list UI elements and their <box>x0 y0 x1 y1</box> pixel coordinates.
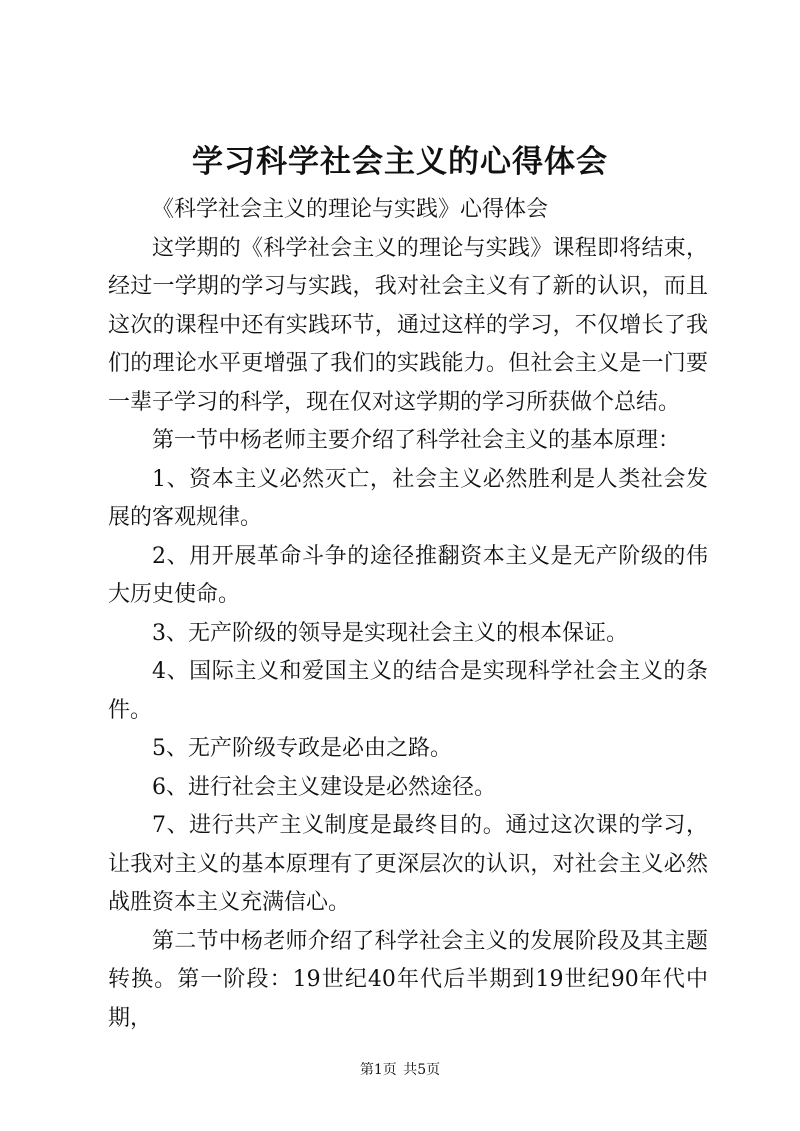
list-item-6: 6、进行社会主义建设是必然途径。 <box>152 774 496 800</box>
list-item-7: 7、进行共产主义制度是最终目的。通过这次课的学习，让我对主义的基本原理有了更深层次的认识，对社会主义必然战胜资本主义充满信心。 <box>108 813 708 915</box>
paragraph-section-two: 第二节中杨老师介绍了科学社会主义的发展阶段及其主题转换。第一阶段：19世纪40年代后半期到19世纪90年代中期， <box>108 928 708 1031</box>
document-title: 学习科学社会主义的心得体会 <box>192 144 608 180</box>
list-item-1: 1、资本主义必然灭亡，社会主义必然胜利是人类社会发展的客观规律。 <box>108 466 708 530</box>
list-item-5: 5、无产阶级专政是必由之路。 <box>152 736 452 761</box>
paragraph-section-one: 第一节中杨老师主要介绍了科学社会主义的基本原理： <box>152 428 681 453</box>
list-item-4: 4、国际主义和爱国主义的结合是实现科学社会主义的条件。 <box>108 659 708 723</box>
paragraph-subtitle: 《科学社会主义的理论与实践》心得体会 <box>152 197 549 222</box>
list-item-2: 2、用开展革命斗争的途径推翻资本主义是无产阶级的伟大历史使命。 <box>108 543 708 607</box>
list-item-3: 3、无产阶级的领导是实现社会主义的根本保证。 <box>152 620 628 646</box>
paragraph-intro: 这学期的《科学社会主义的理论与实践》课程即将结束，经过一学期的学习与实践，我对社会主义有了新的认识，而且这次的课程中还有实践环节，通过这样的学习，不仅增长了我们的理论水平更增强了我们的实践能力。但社会主义是一门要一辈子学习的科学，现在仅对这学期的学习所获做个总结。 <box>108 235 708 415</box>
page-number-footer: 第1页 共5页 <box>359 1062 441 1078</box>
document-body <box>108 191 708 1038</box>
